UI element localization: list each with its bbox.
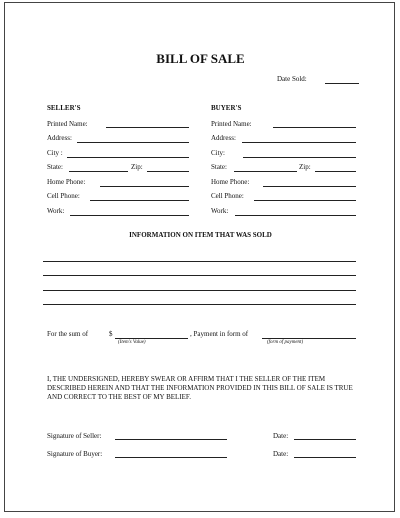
buyer-date-label: Date:: [273, 450, 289, 458]
seller-work-label: Work:: [47, 207, 65, 215]
seller-cell-phone-label: Cell Phone:: [47, 192, 80, 200]
item-info-line-3[interactable]: [43, 290, 356, 291]
seller-signature-field[interactable]: [115, 439, 227, 440]
date-sold-label: Date Sold:: [277, 75, 307, 83]
buyer-state-field[interactable]: [234, 171, 297, 172]
seller-city-field[interactable]: [67, 157, 189, 158]
item-info-line-1[interactable]: [43, 261, 356, 262]
buyer-address-field[interactable]: [242, 142, 356, 143]
buyer-date-field[interactable]: [294, 457, 356, 458]
buyer-home-phone-field[interactable]: [263, 186, 356, 187]
buyer-cell-phone-label: Cell Phone:: [211, 192, 244, 200]
page-title: BILL OF SALE: [156, 51, 245, 66]
seller-city-label: City :: [47, 149, 63, 157]
seller-cell-phone-field[interactable]: [90, 200, 189, 201]
item-value-field[interactable]: [115, 338, 188, 339]
seller-heading: SELLER'S: [47, 104, 81, 112]
buyer-cell-phone-field[interactable]: [254, 200, 356, 201]
buyer-work-label: Work:: [211, 207, 229, 215]
item-info-heading: INFORMATION ON ITEM THAT WAS SOLD: [129, 231, 272, 239]
seller-zip-field[interactable]: [147, 171, 189, 172]
buyer-address-label: Address:: [211, 134, 236, 142]
payment-form-label: , Payment in form of: [190, 330, 249, 338]
sum-label: For the sum of: [47, 330, 89, 338]
buyer-zip-label: Zip:: [299, 163, 311, 171]
affirmation-text: I, THE UNDERSIGNED, HEREBY SWEAR OR AFFIRM THAT I THE SELLER OF THE ITEM DESCRIBED HEREIN AND THAT THE INFORMATION PROVIDED IN THIS BILL OF SALE IS TRUE AND CORRECT TO THE BEST OF MY BELIEF.: [47, 375, 353, 401]
seller-date-field[interactable]: [294, 439, 356, 440]
buyer-signature-label: Signature of Buyer:: [47, 450, 103, 458]
item-value-caption: (Item's Value): [118, 340, 146, 345]
seller-printed-name-field[interactable]: [106, 127, 189, 128]
buyer-city-field[interactable]: [243, 157, 356, 158]
payment-form-caption: (form of payment): [267, 340, 304, 345]
seller-state-field[interactable]: [69, 171, 128, 172]
buyer-zip-field[interactable]: [315, 171, 356, 172]
item-info-line-4[interactable]: [43, 304, 356, 305]
buyer-heading: BUYER'S: [211, 104, 242, 112]
seller-work-field[interactable]: [70, 215, 189, 216]
seller-signature-label: Signature of Seller:: [47, 432, 102, 440]
buyer-work-field[interactable]: [235, 215, 356, 216]
payment-form-field[interactable]: [262, 338, 356, 339]
buyer-signature-field[interactable]: [115, 457, 227, 458]
buyer-printed-name-label: Printed Name:: [211, 120, 252, 128]
seller-state-label: State:: [47, 163, 63, 171]
buyer-printed-name-field[interactable]: [273, 127, 356, 128]
bill-of-sale-page: [4, 2, 395, 512]
date-sold-field[interactable]: [325, 83, 359, 84]
seller-home-phone-field[interactable]: [100, 186, 189, 187]
seller-address-label: Address:: [47, 134, 72, 142]
seller-date-label: Date:: [273, 432, 289, 440]
buyer-state-label: State:: [211, 163, 227, 171]
currency-symbol: $: [109, 330, 113, 338]
seller-printed-name-label: Printed Name:: [47, 120, 88, 128]
seller-zip-label: Zip:: [131, 163, 143, 171]
buyer-city-label: City:: [211, 149, 226, 157]
buyer-home-phone-label: Home Phone:: [211, 178, 250, 186]
seller-home-phone-label: Home Phone:: [47, 178, 86, 186]
seller-address-field[interactable]: [77, 142, 189, 143]
item-info-line-2[interactable]: [43, 275, 356, 276]
